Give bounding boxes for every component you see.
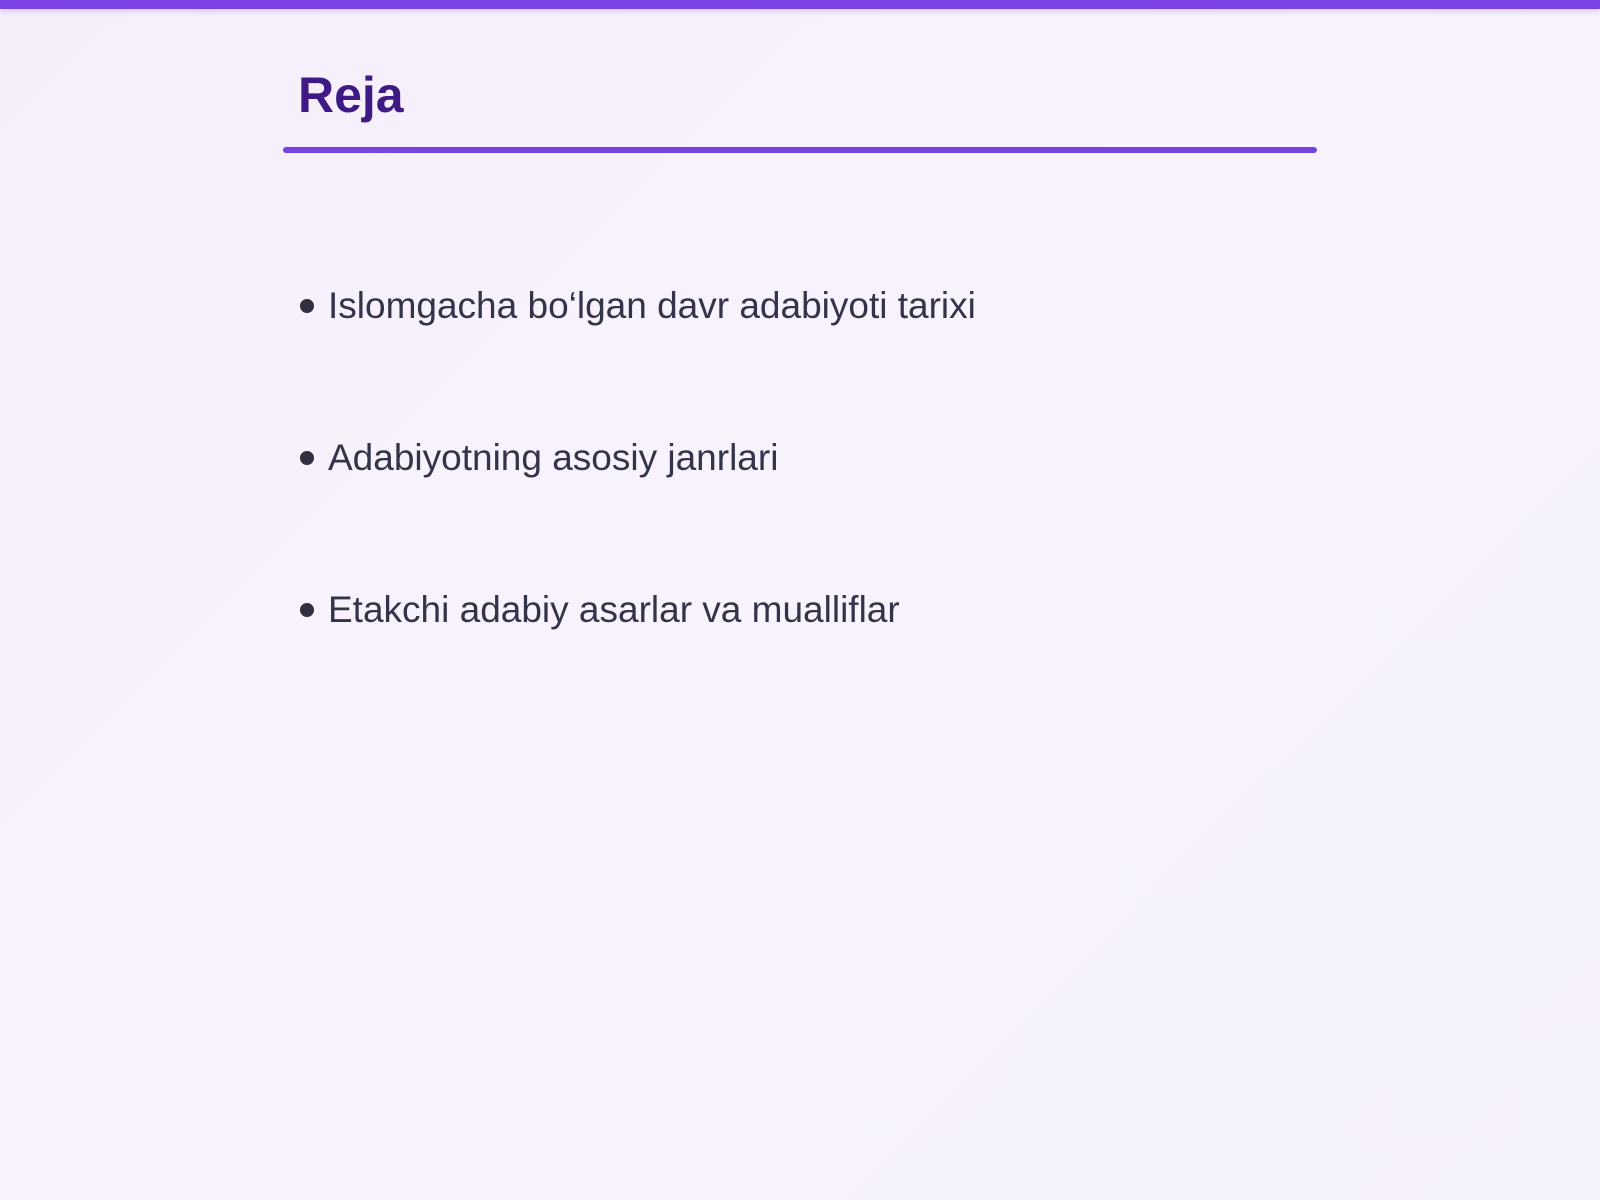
bullet-text: Etakchi adabiy asarlar va mualliflar <box>328 589 900 630</box>
bullet-icon <box>300 451 314 465</box>
list-item <box>300 584 976 736</box>
slide-title: Reja <box>298 67 404 123</box>
top-accent-bar <box>0 0 1600 9</box>
bullet-text: Islomgacha bo‘lgan davr adabiyoti tarixi <box>328 285 976 326</box>
title-underline <box>283 147 1317 153</box>
bullet-list <box>300 280 976 736</box>
list-item <box>300 432 976 584</box>
list-item <box>300 280 976 432</box>
bullet-icon <box>300 299 314 313</box>
bullet-icon <box>300 603 314 617</box>
bullet-text: Adabiyotning asosiy janrlari <box>328 437 779 478</box>
